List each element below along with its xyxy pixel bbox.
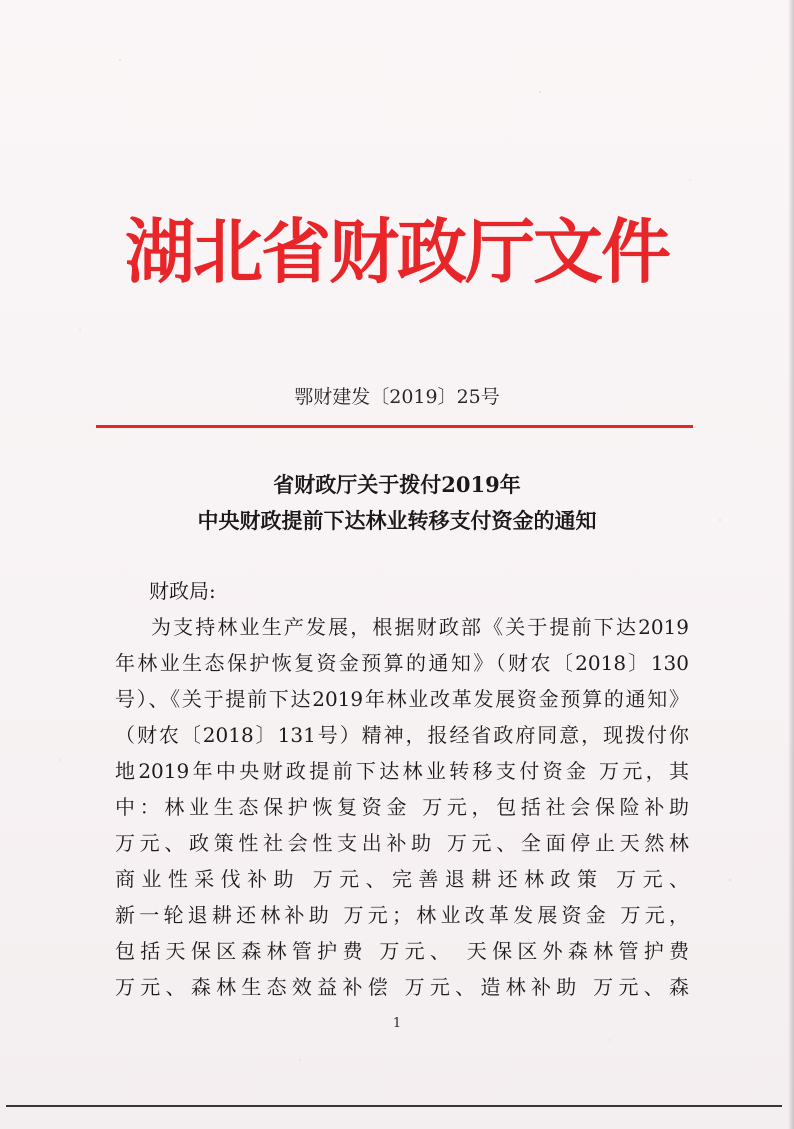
body-line: 万元、森林生态效益补偿 万元、造林补助 万元、森: [115, 975, 689, 999]
body-line: 地2019年中央财政提前下达林业转移支付资金 万元，其: [115, 759, 689, 783]
body-line: 商业性采伐补助 万元、完善退耕还林政策 万元、: [115, 867, 689, 891]
scan-bottom-edge: [6, 1105, 782, 1107]
body-line: （财农〔2018〕131号）精神，报经省政府同意，现拨付你: [115, 723, 689, 747]
salutation: 财政局:: [149, 579, 216, 603]
body-line: 为支持林业生产发展，根据财政部《关于提前下达2019: [151, 615, 689, 639]
notice-title-line-2: 中央财政提前下达林业转移支付资金的通知: [197, 508, 597, 533]
body-line: 万元、政策性社会性支出补助 万元、全面停止天然林: [115, 831, 689, 855]
body-line: 新一轮退耕还林补助 万元；林业改革发展资金 万元，: [115, 903, 689, 927]
scan-edge-shadow: [788, 0, 794, 1129]
body-line: 包括天保区森林管护费 万元、 天保区外森林管护费: [115, 939, 689, 963]
red-separator-line: [96, 425, 693, 428]
body-line: 中：林业生态保护恢复资金 万元，包括社会保险补助: [115, 795, 689, 819]
document-number: 鄂财建发〔2019〕25号: [294, 386, 500, 408]
body-line: 年林业生态保护恢复资金预算的通知》（财农〔2018〕130: [115, 651, 689, 675]
notice-title-line-1: 省财政厅关于拨付2019年: [273, 472, 521, 497]
document-masthead: 湖北省财政厅文件: [125, 210, 669, 293]
body-line: 号）、《关于提前下达2019年林业改革发展资金预算的通知》: [115, 687, 689, 711]
page-number: 1: [392, 1016, 402, 1031]
